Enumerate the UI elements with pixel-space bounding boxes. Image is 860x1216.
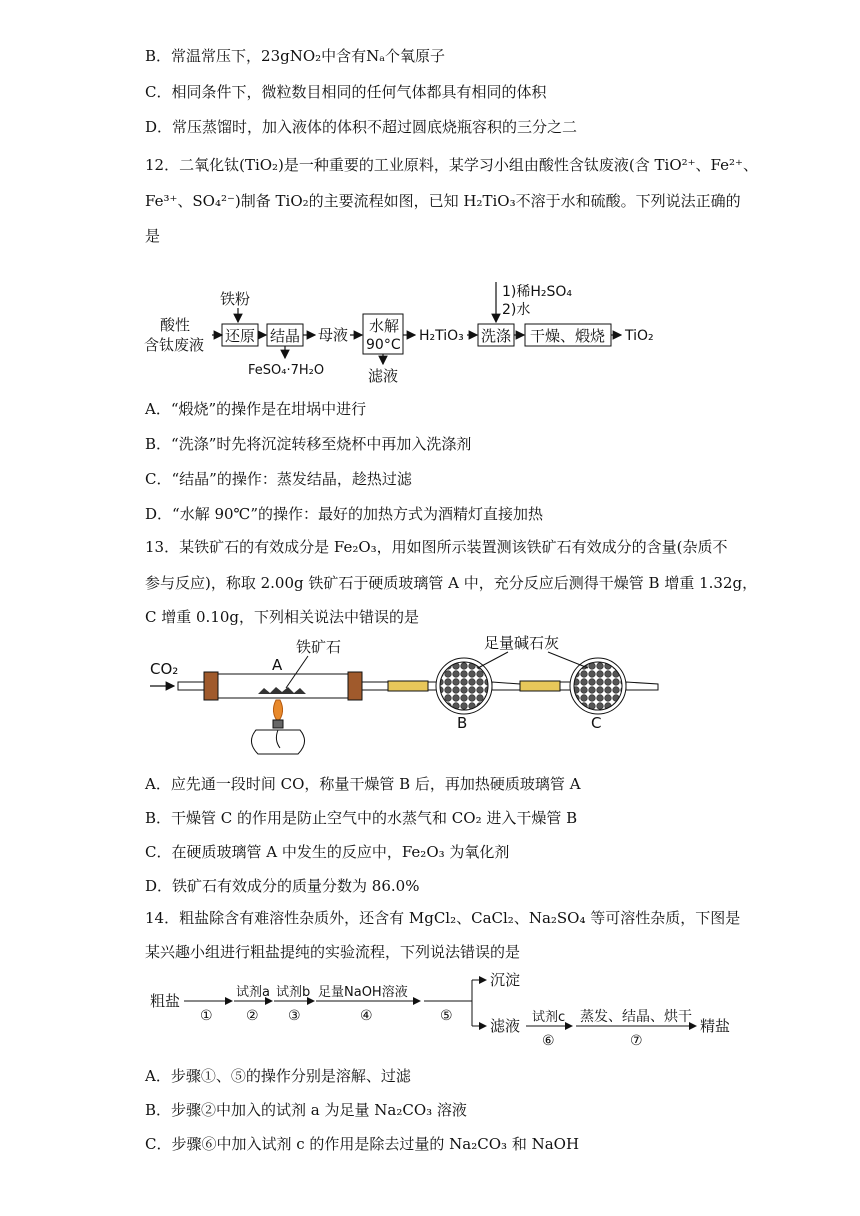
q13-tube-a — [218, 674, 348, 698]
q14-stem-line-2: 某兴趣小组进行粗盐提纯的实验流程，下列说法错误的是 — [145, 943, 521, 961]
q13-tube-a-label: A — [272, 656, 283, 674]
q14-step-6: ⑥ — [542, 1033, 555, 1049]
q13-flame — [273, 700, 282, 722]
q14-step-7: ⑦ — [630, 1033, 643, 1049]
q12-option-d: D．“水解 90℃”的操作：最好的加热方式为酒精灯直接加热 — [145, 505, 544, 523]
q12-option-b: B．“洗涤”时先将沉淀转移至烧杯中再加入洗涤剂 — [145, 435, 472, 453]
q13-stopper-right — [348, 672, 362, 700]
q13-stem-line-1: 13．某铁矿石的有效成分是 Fe₂O₃，用如图所示装置测该铁矿石有效成分的含量(杂质不 — [145, 538, 728, 556]
q13-stem-line-3: C 增重 0.10g，下列相关说法中错误的是 — [145, 608, 420, 626]
q12-hydrolysis-temp: 90°C — [366, 337, 401, 353]
q12-start-label-2: 含钛废液 — [144, 336, 205, 354]
q11-option-c: C．相同条件下，微粒数目相同的任何气体都具有相同的体积 — [145, 83, 547, 101]
q13-option-a: A．应先通一段时间 CO，称量干燥管 B 后，再加热硬质玻璃管 A — [145, 775, 581, 793]
q12-hydrolysis-label: 水解 — [369, 317, 400, 335]
q11-option-b: B．常温常压下，23gNO₂中含有Nₐ个氧原子 — [145, 47, 446, 65]
q12-filtrate-label: 滤液 — [368, 367, 399, 385]
q13-apparatus — [148, 630, 668, 764]
q14-reagent-a: 试剂a — [236, 985, 270, 1000]
q12-reagent-1: 1)稀H₂SO₄ — [502, 284, 573, 300]
q13-alcohol-lamp — [251, 730, 304, 754]
q12-crystal-label: 结晶 — [270, 327, 301, 345]
q13-stem-line-2: 参与反应)，称取 2.00g 铁矿石于硬质玻璃管 A 中，充分反应后测得干燥管 B 增重 1.32g， — [145, 574, 758, 592]
q13-option-b: B．干燥管 C 的作用是防止空气中的水蒸气和 CO₂ 进入干燥管 B — [145, 809, 578, 827]
q12-stem-line-2: Fe³⁺、SO₄²⁻)制备 TiO₂的主要流程如图，已知 H₂TiO₃不溶于水和硫酸。下列说法正确的 — [145, 192, 741, 210]
q12-flowchart — [140, 278, 700, 388]
q13-tube-b-label: B — [457, 714, 468, 732]
q14-step-2: ② — [246, 1008, 259, 1024]
q14-step-3: ③ — [288, 1008, 301, 1024]
q14-start-label: 粗盐 — [150, 992, 181, 1010]
q14-filtrate-label: 滤液 — [490, 1017, 521, 1035]
q12-stem-line-1: 12．二氧化钛(TiO₂)是一种重要的工业原料，某学习小组由酸性含钛废液(含 TiO²⁺、Fe²⁺、 — [145, 156, 758, 174]
q14-flowchart — [148, 968, 738, 1050]
q12-start-label-1: 酸性 — [160, 316, 191, 334]
q14-option-a: A．步骤①、⑤的操作分别是溶解、过滤 — [145, 1067, 411, 1085]
q14-reagent-c: 试剂c — [532, 1010, 566, 1025]
q13-stopper-left — [204, 672, 218, 700]
q12-stem-line-3: 是 — [145, 227, 161, 245]
q12-option-c: C．“结晶”的操作：蒸发结晶，趁热过滤 — [145, 470, 412, 488]
q14-precipitate-label: 沉淀 — [490, 971, 521, 989]
q12-byproduct-label: FeSO₄·7H₂O — [248, 363, 325, 378]
q14-option-b: B．步骤②中加入的试剂 a 为足量 Na₂CO₃ 溶液 — [145, 1101, 467, 1119]
q12-option-a: A．“煅烧”的操作是在坩埚中进行 — [145, 400, 367, 418]
q13-option-c: C．在硬质玻璃管 A 中发生的反应中，Fe₂O₃ 为氧化剂 — [145, 843, 510, 861]
q14-product-label: 精盐 — [700, 1017, 731, 1035]
q14-option-c: C．步骤⑥中加入试剂 c 的作用是除去过量的 Na₂CO₃ 和 NaOH — [145, 1135, 580, 1153]
q14-evaporate-label: 蒸发、结晶、烘干 — [580, 1009, 692, 1025]
q12-reduce-label: 还原 — [225, 327, 256, 345]
q12-reagent-2: 2)水 — [502, 302, 531, 318]
q14-reagent-b: 试剂b — [276, 985, 311, 1000]
q12-h2tio3-label: H₂TiO₃ — [419, 328, 464, 344]
q14-stem-line-1: 14．粗盐除含有难溶性杂质外，还含有 MgCl₂、CaCl₂、Na₂SO₄ 等可溶性杂质，下图是 — [145, 909, 741, 927]
q11-option-d: D．常压蒸馏时，加入液体的体积不超过圆底烧瓶容积的三分之二 — [145, 118, 578, 136]
q13-tube-c-label: C — [591, 714, 602, 732]
q13-option-d: D．铁矿石有效成分的质量分数为 86.0% — [145, 877, 420, 895]
q13-ore-label: 铁矿石 — [296, 638, 342, 656]
q12-iron-label: 铁粉 — [220, 290, 251, 308]
q14-step-4: ④ — [360, 1008, 373, 1024]
q12-product-label: TiO₂ — [625, 328, 654, 344]
q13-gas-label: CO₂ — [150, 660, 179, 678]
q14-naoh-label: 足量NaOH溶液 — [318, 985, 408, 1000]
q14-step-1: ① — [200, 1008, 213, 1024]
q13-lime-label: 足量碱石灰 — [484, 634, 560, 652]
q12-wash-label: 洗涤 — [481, 327, 512, 345]
q12-dry-label: 干燥、煅烧 — [530, 327, 606, 345]
q14-step-5: ⑤ — [440, 1008, 453, 1024]
q12-mother-label: 母液 — [318, 326, 349, 344]
